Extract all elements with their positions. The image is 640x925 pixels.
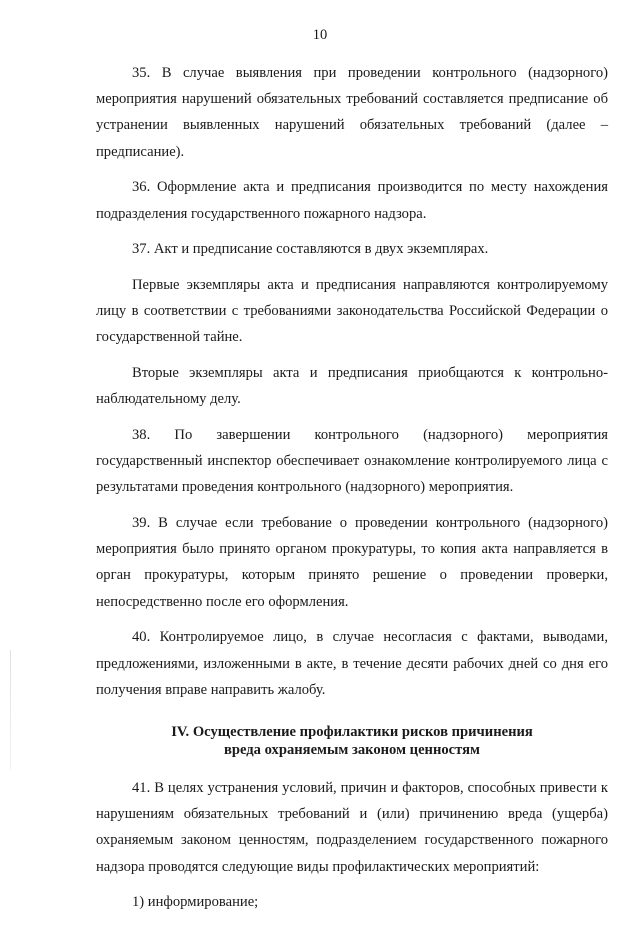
paragraph-35: 35. В случае выявления при проведении контрольного (надзорного) мероприятия нарушений обязательных требований составляется предписание об устранении выявленных нарушений обязательных требований (далее – предписание). (96, 65, 608, 160)
paragraph-second-copies: Вторые экземпляры акта и предписания приобщаются к контрольно-наблюдательному делу. (96, 365, 608, 408)
paragraph-40: 40. Контролируемое лицо, в случае несогласия с фактами, выводами, предложениями, изложенными в акте, в течение десяти рабочих дней со дня его получения вправе направить жалобу. (96, 629, 608, 698)
list-item-informing: 1) информирование; (132, 894, 259, 911)
section-heading-line-2: вреда охраняемым законом ценностям (224, 741, 480, 758)
paragraph-37: 37. Акт и предписание составляются в двух экземплярах. (132, 241, 489, 258)
paragraph-first-copies: Первые экземпляры акта и предписания направляются контролируемому лицу в соответствии с требованиями законодательства Российской Федерации о государственной тайне. (96, 276, 608, 346)
scan-margin-mark (10, 650, 11, 770)
page-number: 10 (312, 27, 328, 43)
document-body (96, 60, 608, 925)
paragraph-41: 41. В целях устранения условий, причин и факторов, способных привести к нарушениям обязательных требований и (или) причинению вреда (ущерба) охраняемым законом ценностям, подразделением государственного пожарного надзора проводятся следующие виды профилактических мероприятий: (96, 779, 608, 875)
paragraph-39: 39. В случае если требование о проведении контрольного (надзорного) мероприятия было принято органом прокуратуры, то копия акта направляется в орган прокуратуры, которым принято решение о проведении проверки, непосредственно после его оформления. (96, 515, 608, 610)
paragraph-36: 36. Оформление акта и предписания производится по месту нахождения подразделения государственного пожарного надзора. (96, 179, 608, 222)
section-heading-iv (96, 723, 608, 759)
section-heading-line-1: IV. Осуществление профилактики рисков причинения (171, 723, 533, 740)
paragraph-38: 38. По завершении контрольного (надзорного) мероприятия государственный инспектор обеспечивает ознакомление контролируемого лица с результатами проведения контрольного (надзорного) мероприятия. (96, 426, 608, 496)
